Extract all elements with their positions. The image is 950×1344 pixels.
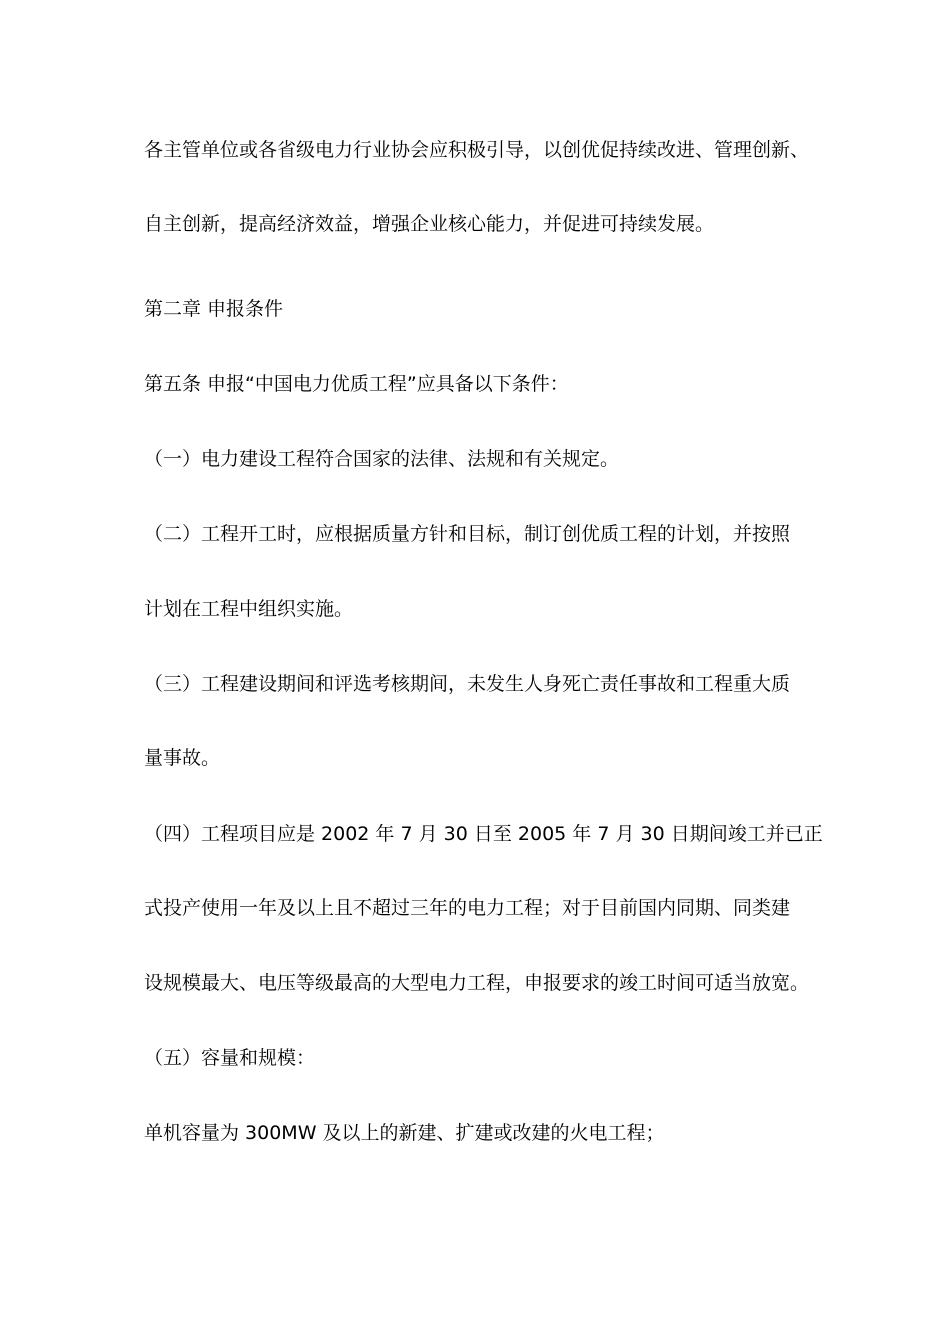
article-heading: 第五条 申报“中国电力优质工程”应具备以下条件：	[144, 373, 569, 395]
paragraph-line: 设规模最大、电压等级最高的大型电力工程，申报要求的竣工时间可适当放宽。	[144, 972, 810, 994]
paragraph-line: 单机容量为 300MW 及以上的新建、扩建或改建的火电工程；	[144, 1122, 665, 1144]
paragraph-line: 式投产使用一年及以上且不超过三年的电力工程；对于目前国内同期、同类建	[144, 897, 791, 919]
list-item: （一）电力建设工程符合国家的法律、法规和有关规定。	[144, 448, 620, 470]
list-item: （五）容量和规模：	[144, 1047, 316, 1069]
list-item: （三）工程建设期间和评选考核期间，未发生人身死亡责任事故和工程重大质	[144, 673, 791, 695]
paragraph-line: 自主创新，提高经济效益，增强企业核心能力，并促进可持续发展。	[144, 213, 715, 235]
list-item: （四）工程项目应是 2002 年 7 月 30 日至 2005 年 7 月 30 日期间竣工并已正	[144, 823, 823, 845]
paragraph-line: 量事故。	[144, 747, 221, 769]
paragraph-line: 各主管单位或各省级电力行业协会应积极引导，以创优促持续改进、管理创新、	[144, 139, 810, 161]
paragraph-line: 计划在工程中组织实施。	[144, 598, 354, 620]
list-item: （二）工程开工时，应根据质量方针和目标，制订创优质工程的计划，并按照	[144, 523, 791, 545]
chapter-heading: 第二章 申报条件	[144, 298, 284, 320]
